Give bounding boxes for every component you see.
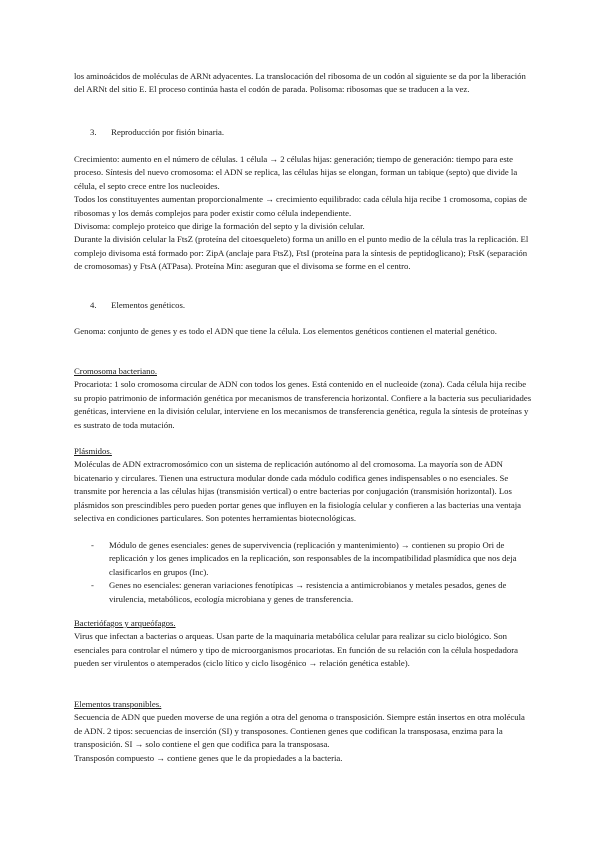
section-4-heading <box>90 299 185 312</box>
list-item-text: Genes no esenciales: generan variaciones fenotípicas → resistencia a antimicrobianos y metales pesados, genes de virulencia, metabólicos, ecología microbiana y genes de transferencia. <box>109 580 507 604</box>
transponibles-section <box>74 698 532 765</box>
plasmidos-heading: Plásmidos. <box>74 446 112 456</box>
section-3-number: 3. <box>90 127 97 137</box>
fision-paragraph <box>74 153 532 274</box>
plasmidos-section <box>74 445 532 525</box>
section-3-title: Reproducción por fisión binaria. <box>111 127 225 137</box>
plasmidos-text: Moléculas de ADN extracromosómico con un sistema de replicación autónomo al del cromosoma. La mayoría son de ADN bicatenario y circulares. Tienen una estructura modular donde cada módulo codifica genes indispensables o no esenciales. Se transmite por herencia a las células hijas (transmisión vertical) o entre bacterias por conjugación (transmisión horizontal). Los plásmidos son prescindibles pero pueden portar genes que influyen en la fisiología celular y confieren a las bacterias una ventaja selectiva en condiciones particulares. Son potentes herramientas biotecnológicas. <box>74 459 522 524</box>
intro-paragraph: los aminoácidos de moléculas de ARNt adyacentes. La translocación del ribosoma de un codón al siguiente se da por la liberación del ARNt del sitio E. El proceso continúa hasta el codón de parada. Polisoma: ribosomas que se traducen a la vez. <box>74 71 526 95</box>
bacteriofagos-text: Virus que infectan a bacterias o arqueas. Usan parte de la maquinaria metabólica celular para realizar su ciclo biológico. Son esenciales para controlar el número y tipo de microorganismos procariotas. En función de su relación con la célula hospedadora pueden ser virulentos o atemperados (ciclo lítico y ciclo lisogénico → relación genética estable). <box>74 631 518 669</box>
transponibles-heading: Elementos transponibles. <box>74 699 162 709</box>
cromosoma-heading: Cromosoma bacteriano. <box>74 366 157 376</box>
transponibles-text: Secuencia de ADN que pueden moverse de una región a otra del genoma o transposición. Siempre están insertos en otra molécula de ADN. 2 tipos: secuencias de inserción (SI) y transposones. Contienen genes que codifican la transposasa, enzima para la transposición. SI → solo contiene el gen que codifica para la transposasa. <box>74 712 525 750</box>
list-item <box>91 539 531 579</box>
dash-marker: - <box>91 540 94 550</box>
fision-line: Crecimiento: aumento en el número de células. 1 célula → 2 células hijas: generación; tiempo de generación: tiempo para este proceso. Síntesis del nuevo cromosoma: el ADN se replica, las células hijas se elongan, forman un tabique (septo) que divide la célula, el septo crece entre los nucleoides. <box>74 154 518 191</box>
section-4-title: Elementos genéticos. <box>111 300 185 310</box>
section-4-number: 4. <box>90 300 97 310</box>
genoma-paragraph: Genoma: conjunto de genes y es todo el ADN que tiene la célula. Los elementos genéticos contienen el material genético. <box>74 326 497 336</box>
fision-line: Todos los constituyentes aumentan proporcionalmente → crecimiento equilibrado: cada célula hija recibe 1 cromosoma, copias de ribosomas y los demás complejos para poder existir como célula independiente. <box>74 194 527 218</box>
fision-line: Divisoma: complejo proteico que dirige la formación del septo y la división celular. <box>74 221 365 232</box>
list-item-text: Módulo de genes esenciales: genes de supervivencia (replicación y mantenimiento) → contienen su propio Ori de replicación y los genes implicados en la replicación, son responsables de la incompatibilidad plasmídica que nos deja clasificarlos en grupos (Inc). <box>109 540 517 577</box>
cromosoma-section <box>74 365 532 432</box>
bacteriofagos-heading: Bacteriófagos y arqueófagos. <box>74 618 176 628</box>
list-item <box>91 579 531 606</box>
section-3-heading <box>90 126 224 139</box>
bacteriofagos-section <box>74 617 532 671</box>
plasmidos-bullet-list <box>91 539 531 606</box>
transponibles-text: Transposón compuesto → contiene genes que le da propiedades a la bacteria. <box>74 752 343 763</box>
dash-marker: - <box>91 580 94 591</box>
cromosoma-text: Procariota: 1 solo cromosoma circular de ADN con todos los genes. Está contenido en el nucleoide (zona). Cada célula hija recibe su propio patrimonio de información genética por mecanismos de transferencia horizontal. Confiere a la bacteria sus peculiaridades genéticas, interviene en la división celular, interviene en los mecanismos de transferencia genética, regula la síntesis de proteínas y es sustrato de toda mutación. <box>74 379 532 430</box>
fision-line: Durante la división celular la FtsZ (proteína del citoesqueleto) forma un anillo en el punto medio de la célula tras la replicación. El complejo divisoma está formado por: ZipA (anclaje para FtsZ), FtsI (proteína para la síntesis de peptidoglicano); FtsK (separación de cromosomas) y FtsA (ATPasa). Proteína Min: aseguran que el divisoma se forme en el centro. <box>74 234 529 272</box>
